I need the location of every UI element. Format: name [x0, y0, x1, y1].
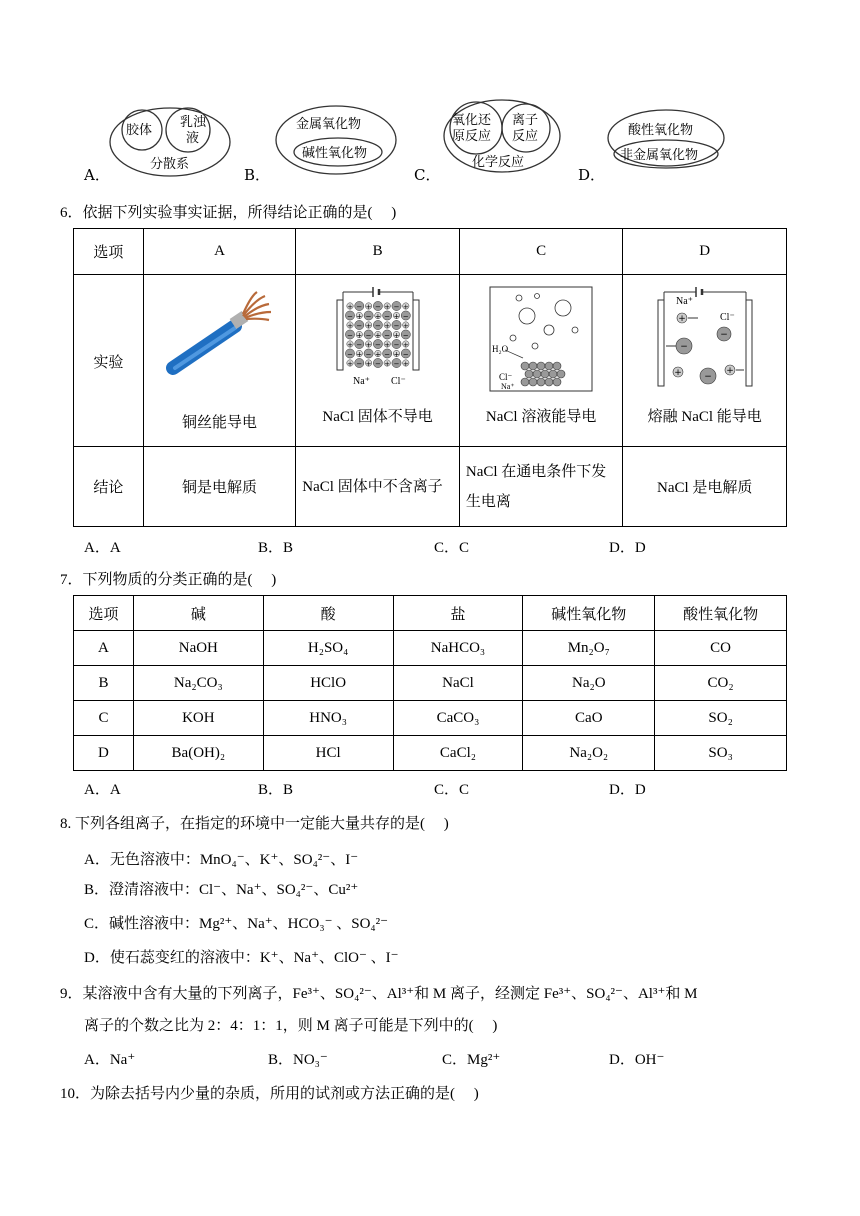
svg-text:+: +: [677, 313, 686, 324]
svg-text:−: −: [355, 302, 362, 311]
q6-header-0: 选项: [74, 229, 144, 275]
svg-text:−: −: [355, 340, 362, 349]
nacl-solid-electrodes-image: [323, 286, 433, 394]
q7-cell: CaCO₃: [393, 701, 523, 736]
q9-answer-d: D．OH⁻: [609, 1052, 665, 1068]
q5-option-a-label: A．: [84, 166, 110, 184]
svg-text:+: +: [402, 321, 409, 330]
svg-text:+: +: [402, 302, 409, 311]
q7-cell: HClO: [263, 666, 393, 701]
svg-text:−: −: [393, 340, 400, 349]
q7-cell: Na₂O₂: [523, 736, 655, 771]
q6-d-na-label: Na⁺: [675, 295, 693, 307]
q6-header-4: D: [623, 229, 787, 275]
q6-experiment-b: [296, 275, 460, 447]
svg-text:−: −: [355, 359, 362, 368]
svg-text:+: +: [355, 350, 362, 358]
q6-experiment-a: [143, 275, 296, 447]
q6-experiment-label: 实验: [74, 275, 144, 447]
svg-text:−: −: [393, 359, 400, 368]
copper-wire-image: [165, 286, 275, 376]
q7-answer-b: B．B: [258, 782, 294, 798]
q7-cell: CO₂: [655, 666, 787, 701]
q6-answer-a: A．A: [84, 540, 121, 556]
q5-b-inner: 碱性氧化物: [302, 146, 368, 161]
ion-lattice: [345, 301, 410, 368]
q5-venn-c: [440, 96, 564, 180]
svg-text:−: −: [365, 331, 372, 339]
svg-text:+: +: [393, 350, 400, 358]
q7-cell: C: [74, 701, 134, 736]
svg-text:+: +: [383, 340, 390, 349]
q5-c-inner1-1: 氧化还: [452, 113, 492, 128]
svg-text:−: −: [383, 350, 390, 358]
q7-cell: CaCl₂: [393, 736, 523, 771]
q6-answer-d: D．D: [609, 540, 646, 556]
q7-cell: Na₂CO₃: [133, 666, 263, 701]
q5-b-outer: 金属氧化物: [296, 117, 362, 132]
q5-venn-d: [604, 108, 728, 184]
q6-table: [73, 228, 787, 527]
q9-answer-b: B．NO₃⁻: [268, 1052, 328, 1068]
svg-text:−: −: [346, 350, 353, 358]
q7-cell: A: [74, 631, 134, 666]
q7-header-1: 碱: [133, 596, 263, 631]
q6-experiment-row: [74, 275, 787, 447]
q5-option-c-label: C．: [414, 166, 441, 184]
svg-text:+: +: [346, 302, 353, 311]
q7-cell: B: [74, 666, 134, 701]
q6-stem: 6．依据下列实验事实证据，所得结论正确的是( ): [60, 205, 397, 221]
q6-answer-b: B．B: [258, 540, 294, 556]
q5-d-inner: 非金属氧化物: [620, 148, 699, 163]
q7-cell: Na₂O: [523, 666, 655, 701]
q6-answer-c: C．C: [434, 540, 470, 556]
q6-experiment-d-caption: 熔融 NaCl 能导电: [647, 408, 762, 425]
q6-d-cl-label: Cl⁻: [719, 311, 735, 323]
q5-option-b-label: B．: [244, 166, 271, 184]
q8-option-a: A．无色溶液中：MnO₄⁻、K⁺、SO₄²⁻、I⁻: [84, 852, 359, 868]
q6-conclusion-c: NaCl 在通电条件下发生电离: [459, 447, 623, 527]
crystal-cluster: [521, 362, 565, 386]
svg-text:+: +: [346, 321, 353, 330]
svg-text:+: +: [383, 321, 390, 330]
svg-text:−: −: [374, 340, 381, 349]
svg-text:−: −: [346, 331, 353, 339]
svg-text:−: −: [365, 312, 372, 320]
q8-stem: 8. 下列各组离子，在指定的环境中一定能大量共存的是( ): [60, 816, 449, 832]
q6-conclusion-b: NaCl 固体中不含离子: [296, 447, 460, 527]
q7-cell: Mn₂O₇: [523, 631, 655, 666]
svg-text:+: +: [346, 359, 353, 368]
q9-answer-a: A．Na⁺: [84, 1052, 136, 1068]
q9-answer-c: C．Mg²⁺: [442, 1052, 501, 1068]
svg-text:+: +: [402, 359, 409, 368]
q6-header-2: B: [296, 229, 460, 275]
svg-text:+: +: [673, 367, 682, 378]
svg-text:+: +: [374, 312, 381, 320]
svg-text:+: +: [346, 340, 353, 349]
q7-header-4: 碱性氧化物: [523, 596, 655, 631]
svg-text:−: −: [703, 371, 712, 382]
svg-text:+: +: [365, 359, 372, 368]
q5-d-outer: 酸性氧化物: [628, 123, 694, 138]
q5-venn-b: [274, 104, 398, 180]
q5-c-inner2-2: 反应: [512, 129, 539, 144]
svg-text:−: −: [355, 321, 362, 330]
q6-c-h2o-label: H₂O: [492, 343, 509, 354]
svg-text:−: −: [679, 341, 688, 352]
nacl-dissolving-image: [489, 286, 593, 394]
q7-cell: NaCl: [393, 666, 523, 701]
svg-text:+: +: [365, 321, 372, 330]
q5-a-inner1: 胶体: [126, 123, 153, 138]
q5-a-inner2-1: 乳浊: [180, 115, 207, 130]
svg-text:+: +: [365, 302, 372, 311]
svg-text:−: −: [393, 321, 400, 330]
svg-text:+: +: [725, 365, 734, 376]
q6-conclusion-d: NaCl 是电解质: [623, 447, 787, 527]
q7-cell: H₂SO₄: [263, 631, 393, 666]
q7-row-a: [74, 631, 787, 666]
molten-nacl-electrodes-image: [650, 286, 760, 394]
q9-stem-line2: 离子的个数之比为 2：4：1：1，则 M 离子可能是下列中的( ): [84, 1018, 498, 1034]
svg-text:−: −: [365, 350, 372, 358]
svg-text:−: −: [374, 302, 381, 311]
q7-header-0: 选项: [74, 596, 134, 631]
svg-text:+: +: [355, 312, 362, 320]
q7-cell: HNO₃: [263, 701, 393, 736]
q7-cell: NaHCO₃: [393, 631, 523, 666]
q7-answer-c: C．C: [434, 782, 470, 798]
q5-option-d-label: D．: [578, 166, 606, 184]
q6-conclusion-label: 结论: [74, 447, 144, 527]
q8-option-c: C．碱性溶液中：Mg²⁺、Na⁺、HCO₃⁻ 、SO₄²⁻: [84, 916, 389, 932]
q7-cell: KOH: [133, 701, 263, 736]
svg-text:−: −: [393, 302, 400, 311]
svg-text:+: +: [355, 331, 362, 339]
q6-experiment-a-caption: 铜丝能导电: [182, 414, 258, 431]
svg-text:−: −: [402, 350, 409, 358]
q6-header-3: C: [459, 229, 623, 275]
q7-table: [73, 595, 787, 771]
q5-venn-a: [108, 106, 232, 182]
q7-cell: HCl: [263, 736, 393, 771]
q8-option-d: D．使石蕊变红的溶液中：K⁺、Na⁺、ClO⁻ 、I⁻: [84, 950, 399, 966]
q7-cell: CaO: [523, 701, 655, 736]
q7-row-d: [74, 736, 787, 771]
q6-experiment-b-caption: NaCl 固体不导电: [322, 408, 433, 425]
q7-header-row: [74, 596, 787, 631]
q5-a-inner2-2: 液: [186, 131, 200, 146]
svg-text:+: +: [402, 340, 409, 349]
q5-c-inner1-2: 原反应: [452, 129, 492, 144]
q7-answer-a: A．A: [84, 782, 121, 798]
svg-text:−: −: [383, 331, 390, 339]
q6-header-row: [74, 229, 787, 275]
q7-cell: CO: [655, 631, 787, 666]
q7-header-3: 盐: [393, 596, 523, 631]
svg-text:+: +: [393, 312, 400, 320]
q5-c-inner2-1: 离子: [512, 113, 539, 128]
q6-conclusion-a: 铜是电解质: [143, 447, 296, 527]
q10-stem: 10．为除去括号内少量的杂质，所用的试剂或方法正确的是( ): [60, 1086, 479, 1102]
svg-text:−: −: [374, 321, 381, 330]
q6-experiment-d: [623, 275, 787, 447]
svg-text:−: −: [719, 329, 728, 340]
svg-text:−: −: [402, 312, 409, 320]
q9-stem-line1: 9．某溶液中含有大量的下列离子，Fe³⁺、SO₄²⁻、Al³⁺和 M 离子，经测定 Fe³⁺、SO₄²⁻、Al³⁺和 M: [60, 986, 698, 1002]
q7-cell: SO₂: [655, 701, 787, 736]
svg-text:−: −: [383, 312, 390, 320]
q6-experiment-c: [459, 275, 623, 447]
q7-row-b: [74, 666, 787, 701]
svg-text:+: +: [383, 302, 390, 311]
q6-header-1: A: [143, 229, 296, 275]
q7-row-c: [74, 701, 787, 736]
q7-stem: 7．下列物质的分类正确的是( ): [60, 572, 277, 588]
q5-a-outer: 分散系: [150, 157, 190, 172]
q7-cell: Ba(OH)₂: [133, 736, 263, 771]
svg-text:−: −: [374, 359, 381, 368]
svg-text:−: −: [346, 312, 353, 320]
q6-b-na-label: Na⁺: [352, 375, 370, 387]
q6-c-cl-label: Cl⁻: [499, 371, 513, 382]
svg-text:+: +: [374, 350, 381, 358]
q7-cell: D: [74, 736, 134, 771]
q7-cell: SO₃: [655, 736, 787, 771]
svg-text:+: +: [383, 359, 390, 368]
svg-text:−: −: [402, 331, 409, 339]
q6-c-na-label: Na⁺: [501, 381, 515, 391]
q5-c-outer: 化学反应: [472, 155, 525, 170]
svg-text:+: +: [393, 331, 400, 339]
q7-header-2: 酸: [263, 596, 393, 631]
q6-conclusion-row: [74, 447, 787, 527]
svg-text:+: +: [374, 331, 381, 339]
q7-answer-d: D．D: [609, 782, 646, 798]
svg-text:+: +: [365, 340, 372, 349]
q7-cell: NaOH: [133, 631, 263, 666]
q7-header-5: 酸性氧化物: [655, 596, 787, 631]
q6-experiment-c-caption: NaCl 溶液能导电: [485, 408, 597, 425]
q8-option-b: B．澄清溶液中：Cl⁻、Na⁺、SO₄²⁻、Cu²⁺: [84, 882, 359, 898]
q6-b-cl-label: Cl⁻: [390, 375, 406, 387]
